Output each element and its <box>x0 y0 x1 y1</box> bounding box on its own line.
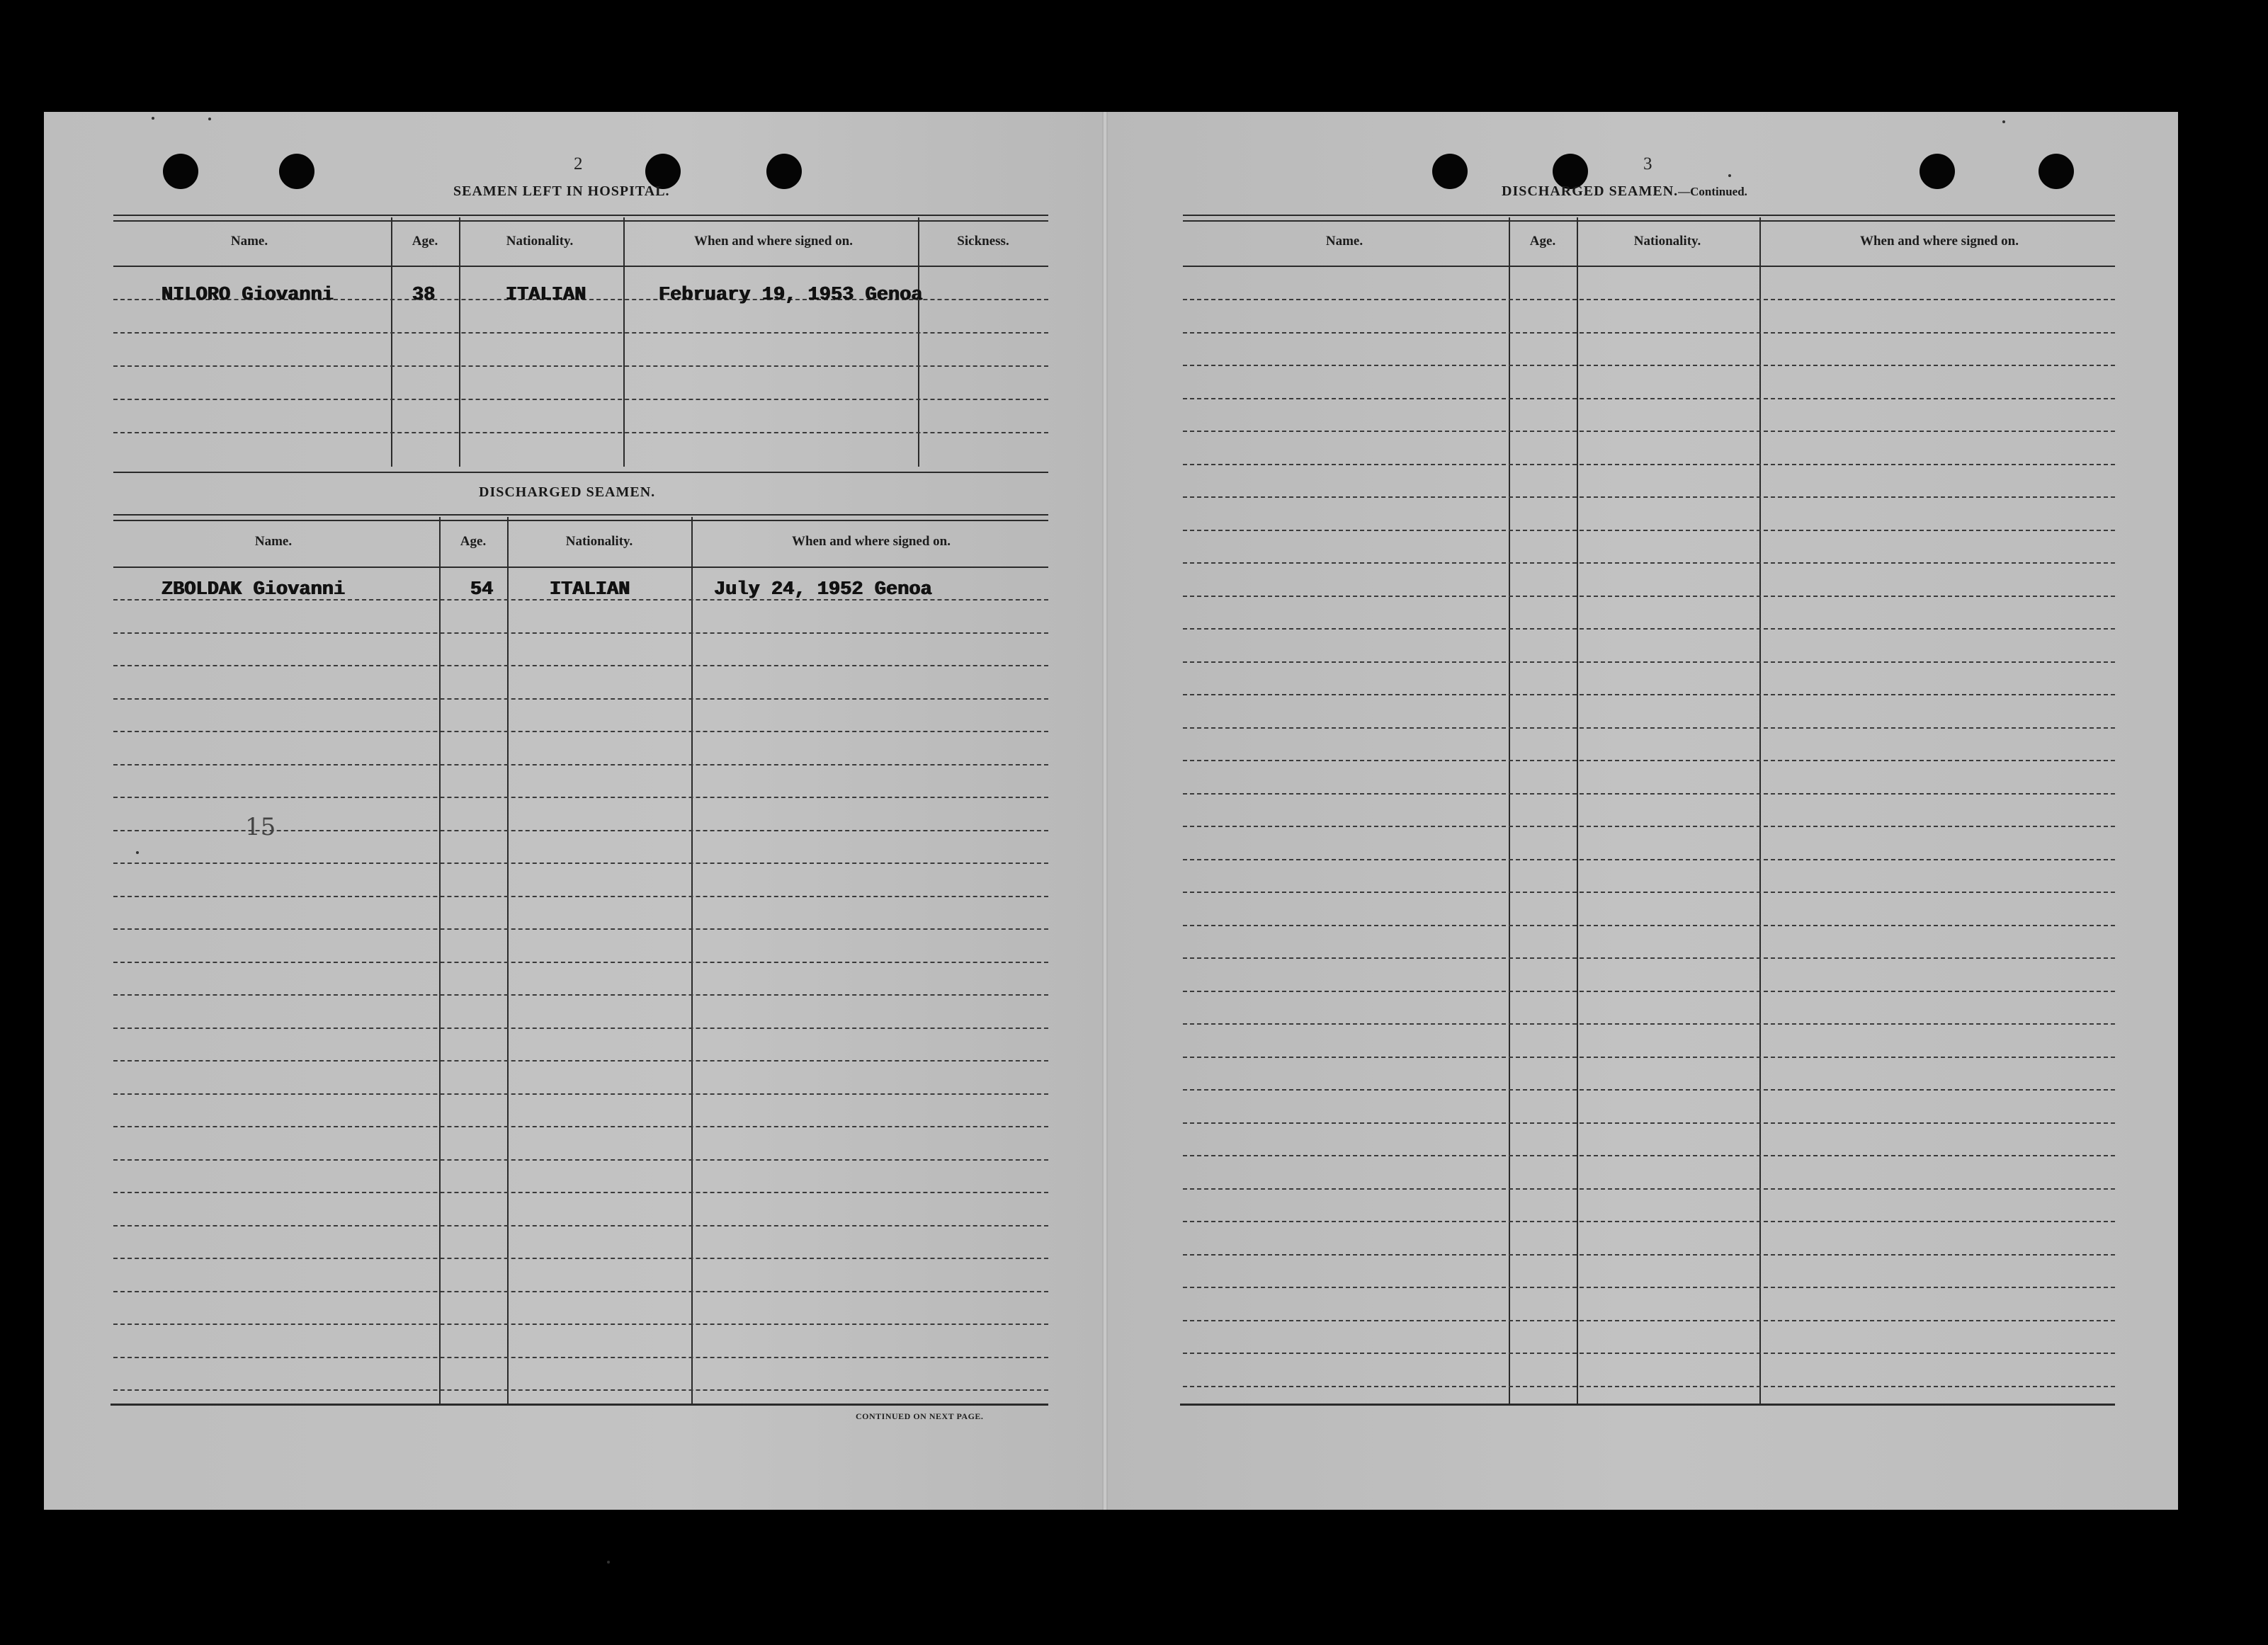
page-number: 3 <box>1643 154 1652 173</box>
ruled-row-line <box>113 896 1048 897</box>
ruled-row-line <box>1183 1287 2115 1288</box>
ruled-row-line <box>1183 530 2115 531</box>
ruled-row-line <box>1183 826 2115 827</box>
ruled-row-line <box>113 928 1048 930</box>
column-header-age: Age. <box>412 234 438 249</box>
ruled-row-line <box>1183 957 2115 959</box>
ruled-row-line <box>1183 1188 2115 1190</box>
header-rule <box>1183 266 2115 267</box>
ruled-row-line <box>1183 398 2115 399</box>
ruled-row-line <box>1183 793 2115 795</box>
ruled-row-line <box>1183 1221 2115 1222</box>
speck <box>1728 174 1731 177</box>
table-bottom-rule <box>110 1404 1048 1406</box>
table-top-rule <box>113 514 1048 521</box>
discharged-continued-title <box>1502 183 1747 200</box>
hospital-age-cell: 38 <box>412 285 436 306</box>
ruled-row-line <box>113 332 1048 334</box>
table-bottom-rule <box>1180 1404 2115 1406</box>
ruled-row-line <box>1183 1023 2115 1025</box>
hospital-name-cell: NILORO Giovanni <box>161 285 334 306</box>
column-header-name: Name. <box>1325 234 1363 249</box>
ruled-row-line <box>113 863 1048 864</box>
ruled-row-line <box>1183 760 2115 761</box>
punch-hole <box>766 154 802 189</box>
header-rule <box>113 567 1048 568</box>
punch-hole <box>279 154 314 189</box>
ruled-row-line <box>1183 925 2115 926</box>
ruled-row-line <box>1183 431 2115 432</box>
hospital-nationality-cell: ITALIAN <box>506 285 586 306</box>
title-main: DISCHARGED SEAMEN. <box>1502 183 1679 199</box>
column-header-age: Age. <box>1529 234 1556 249</box>
ruled-row-line <box>113 1192 1048 1193</box>
ruled-row-line <box>113 1060 1048 1061</box>
ruled-row-line <box>1183 299 2115 300</box>
column-header-signed-on: When and where signed on. <box>791 534 951 549</box>
column-header-name: Name. <box>230 234 268 249</box>
ruled-row-line <box>1183 1155 2115 1156</box>
ruled-row-line <box>1183 628 2115 630</box>
ruled-row-line <box>1183 859 2115 860</box>
column-divider <box>507 517 509 1404</box>
speck <box>152 117 154 120</box>
ruled-row-line <box>113 1357 1048 1358</box>
ruled-row-line <box>1183 892 2115 893</box>
column-divider <box>439 517 441 1404</box>
ruled-row-line <box>113 399 1048 400</box>
table-top-rule <box>1183 215 2115 222</box>
column-header-nationality: Nationality. <box>1633 234 1701 249</box>
ruled-row-line <box>1183 464 2115 465</box>
column-divider <box>459 217 460 467</box>
page-fold <box>1102 112 1108 1510</box>
ruled-row-line <box>113 1389 1048 1391</box>
column-header-signed-on: When and where signed on. <box>693 234 854 249</box>
punch-hole <box>1920 154 1955 189</box>
speck <box>208 118 211 120</box>
ruled-row-line <box>113 1225 1048 1226</box>
title-suffix: —Continued. <box>1678 185 1747 198</box>
punch-hole <box>1432 154 1468 189</box>
ruled-row-line <box>1183 1089 2115 1091</box>
column-divider <box>1577 217 1578 1404</box>
ruled-row-line <box>113 1028 1048 1029</box>
punch-hole <box>163 154 198 189</box>
column-divider <box>391 217 392 467</box>
ruled-row-line <box>1183 1386 2115 1387</box>
ruled-row-line <box>113 632 1048 634</box>
column-divider <box>691 517 693 1404</box>
column-divider <box>918 217 919 467</box>
discharged-nationality-cell: ITALIAN <box>550 579 630 600</box>
ruled-row-line <box>1183 1122 2115 1124</box>
ruled-row-line <box>113 1159 1048 1161</box>
ruled-row-line <box>1183 332 2115 334</box>
ruled-row-line <box>1183 562 2115 564</box>
discharged-signed-on-cell: July 24, 1952 Genoa <box>714 579 932 600</box>
ruled-row-line <box>1183 991 2115 992</box>
hospital-section-title: SEAMEN LEFT IN HOSPITAL. <box>453 183 670 199</box>
discharged-name-cell: ZBOLDAK Giovanni <box>161 579 346 600</box>
ruled-row-line <box>1183 1320 2115 1321</box>
discharged-section-title: DISCHARGED SEAMEN. <box>479 484 656 500</box>
ruled-row-line <box>1183 596 2115 597</box>
ruled-row-line <box>1183 1057 2115 1058</box>
ruled-row-line <box>113 1291 1048 1292</box>
column-header-nationality: Nationality. <box>565 534 633 549</box>
ruled-row-line <box>113 1126 1048 1127</box>
ruled-row-line <box>113 665 1048 666</box>
ruled-row-line <box>1183 727 2115 729</box>
right-page <box>1105 112 2178 1510</box>
ruled-row-line <box>1183 496 2115 498</box>
ruled-row-line <box>1183 1254 2115 1256</box>
header-rule <box>113 266 1048 267</box>
discharged-age-cell: 54 <box>470 579 494 600</box>
ruled-row-line <box>113 1324 1048 1325</box>
ruled-row-line <box>1183 661 2115 663</box>
column-divider <box>623 217 625 467</box>
ruled-row-line <box>113 1258 1048 1259</box>
handwritten-mark: 15 <box>245 813 276 841</box>
section-rule <box>113 472 1048 473</box>
column-header-age: Age. <box>460 534 487 549</box>
speck <box>136 851 139 854</box>
ruled-row-line <box>113 432 1048 433</box>
hospital-signed-on-cell: February 19, 1953 Genoa <box>659 285 923 306</box>
continued-note: CONTINUED ON NEXT PAGE. <box>856 1411 984 1421</box>
punch-hole <box>2039 154 2074 189</box>
ruled-row-line <box>113 797 1048 798</box>
ruled-row-line <box>113 962 1048 963</box>
left-page <box>44 112 1105 1510</box>
speck <box>2002 120 2005 123</box>
ruled-row-line <box>1183 694 2115 695</box>
column-divider <box>1509 217 1510 1404</box>
ruled-row-line <box>113 731 1048 732</box>
column-header-signed-on: When and where signed on. <box>1859 234 2019 249</box>
ruled-row-line <box>113 764 1048 765</box>
ruled-row-line <box>113 698 1048 700</box>
column-header-nationality: Nationality. <box>506 234 574 249</box>
speck <box>607 1561 610 1564</box>
ruled-row-line <box>113 1093 1048 1095</box>
ruled-row-line <box>1183 1353 2115 1354</box>
ruled-row-line <box>1183 365 2115 366</box>
column-header-sickness: Sickness. <box>957 234 1009 249</box>
column-divider <box>1759 217 1761 1404</box>
column-header-name: Name. <box>254 534 293 549</box>
ruled-row-line <box>113 365 1048 367</box>
page-number: 2 <box>574 154 583 173</box>
ruled-row-line <box>113 994 1048 996</box>
table-top-rule <box>113 215 1048 222</box>
